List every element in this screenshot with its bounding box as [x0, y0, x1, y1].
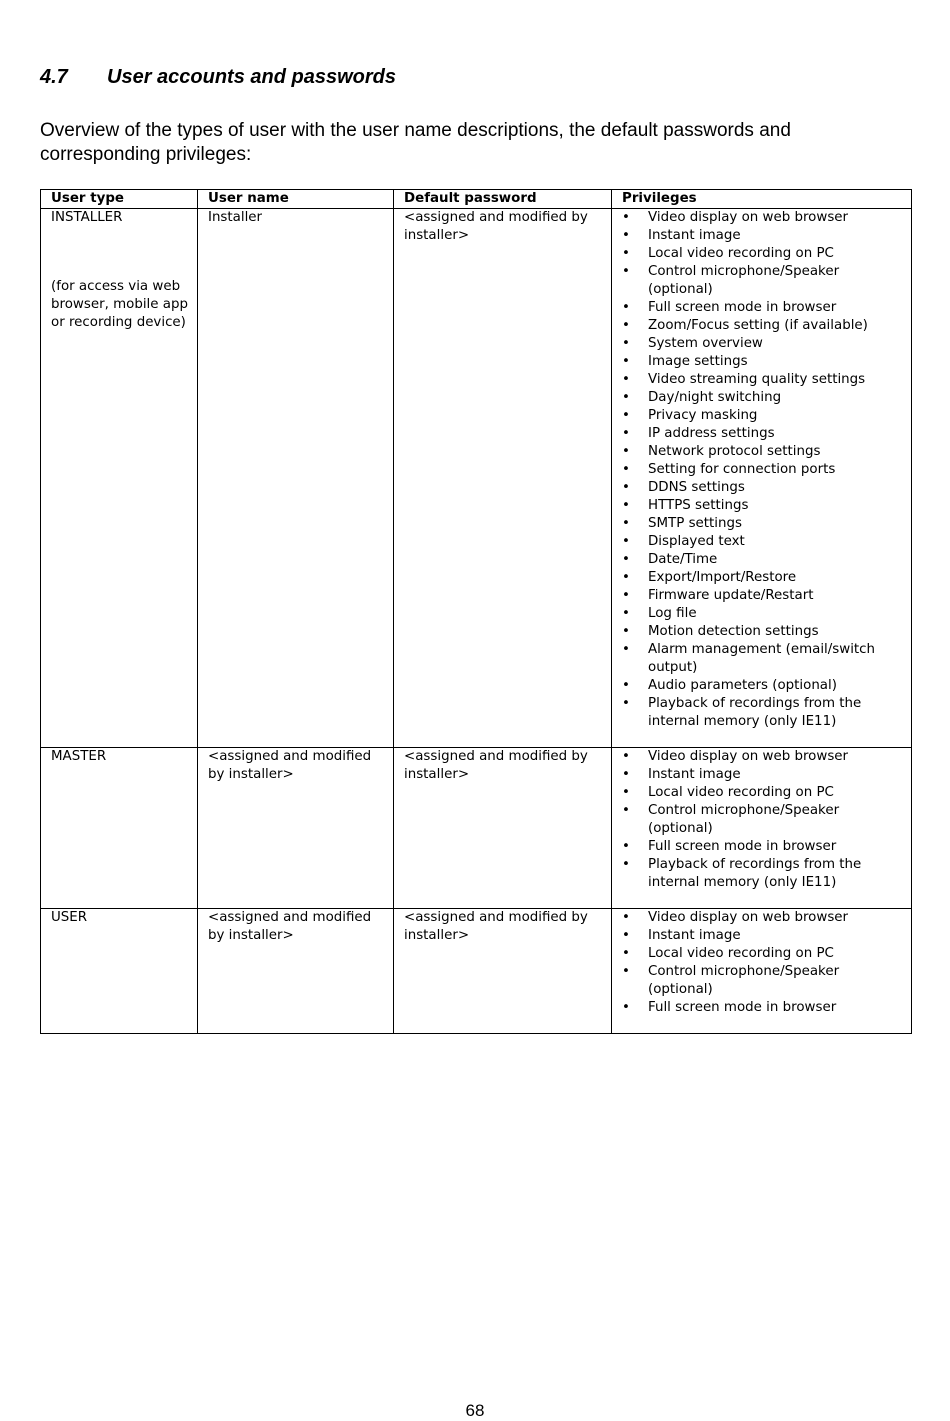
privilege-item [622, 838, 907, 856]
bullet-icon: • [622, 264, 630, 279]
user-accounts-table [40, 189, 912, 1034]
bullet-icon: • [622, 785, 630, 800]
privilege-text: Network protocol settings [648, 444, 821, 459]
privilege-item [622, 317, 907, 335]
table-header-row [41, 190, 912, 209]
privilege-item [622, 299, 907, 317]
privilege-item [622, 766, 907, 784]
privilege-item [622, 443, 907, 461]
bullet-icon: • [622, 534, 630, 549]
bullet-icon: • [622, 749, 630, 764]
privilege-text: Video streaming quality settings [648, 372, 866, 387]
bullet-icon: • [622, 228, 630, 243]
user-type: USER [51, 910, 88, 925]
privilege-text: Local video recording on PC [648, 946, 834, 961]
privilege-text: IP address settings [648, 426, 775, 441]
privilege-item [622, 227, 907, 245]
bullet-icon: • [622, 803, 630, 818]
privilege-text: Zoom/Focus setting (if available) [648, 318, 868, 333]
privilege-text: Local video recording on PC [648, 246, 834, 261]
user-type-cell [41, 748, 198, 909]
privilege-text: Playback of recordings from the internal memory (only IE11) [648, 696, 862, 729]
privilege-text: Date/Time [648, 552, 718, 567]
privilege-text: Instant image [648, 928, 741, 943]
privilege-text: Day/night switching [648, 390, 782, 405]
privilege-text: Playback of recordings from the internal memory (only IE11) [648, 857, 862, 890]
bullet-icon: • [622, 946, 630, 961]
privilege-item [622, 407, 907, 425]
bullet-icon: • [622, 390, 630, 405]
user-name-cell: <assigned and modified by installer> [198, 909, 394, 1034]
header-user-name: User name [198, 190, 394, 209]
bullet-icon: • [622, 210, 630, 225]
header-privileges: Privileges [612, 190, 912, 209]
bullet-icon: • [622, 928, 630, 943]
privilege-item [622, 909, 907, 927]
bullet-icon: • [622, 964, 630, 979]
privilege-text: Full screen mode in browser [648, 1000, 837, 1015]
bullet-icon: • [622, 570, 630, 585]
bullet-icon: • [622, 696, 630, 711]
privilege-text: Control microphone/Speaker (optional) [648, 964, 840, 997]
privilege-item [622, 209, 907, 227]
privilege-item [622, 999, 907, 1017]
privilege-text: Instant image [648, 767, 741, 782]
bullet-icon: • [622, 372, 630, 387]
privilege-item [622, 371, 907, 389]
privilege-item [622, 497, 907, 515]
privilege-text: Full screen mode in browser [648, 300, 837, 315]
page-number: 68 [465, 1401, 485, 1420]
table-row [41, 209, 912, 748]
header-user-type: User type [41, 190, 198, 209]
bullet-icon: • [622, 498, 630, 513]
bullet-icon: • [622, 1000, 630, 1015]
privilege-item [622, 641, 907, 677]
privilege-text: Video display on web browser [648, 910, 849, 925]
default-password-cell: <assigned and modified by installer> [394, 748, 612, 909]
privilege-item [622, 963, 907, 999]
table-row [41, 748, 912, 909]
privilege-item [622, 515, 907, 533]
privilege-text: Instant image [648, 228, 741, 243]
bullet-icon: • [622, 767, 630, 782]
user-type-cell [41, 909, 198, 1034]
privilege-item [622, 353, 907, 371]
privilege-text: Alarm management (email/switch output) [648, 642, 876, 675]
privilege-text: Full screen mode in browser [648, 839, 837, 854]
privilege-item [622, 569, 907, 587]
privilege-item [622, 605, 907, 623]
privilege-text: Motion detection settings [648, 624, 819, 639]
privilege-text: Setting for connection ports [648, 462, 836, 477]
privilege-item [622, 425, 907, 443]
bullet-icon: • [622, 516, 630, 531]
privileges-cell [612, 909, 912, 1034]
privilege-item [622, 245, 907, 263]
privilege-item [622, 587, 907, 605]
privilege-item [622, 856, 907, 892]
section-number: 4.7 [40, 66, 68, 88]
privilege-text: Firmware update/Restart [648, 588, 814, 603]
bullet-icon: • [622, 678, 630, 693]
default-password-cell: <assigned and modified by installer> [394, 909, 612, 1034]
privilege-item [622, 945, 907, 963]
bullet-icon: • [622, 318, 630, 333]
privileges-cell [612, 209, 912, 748]
user-type-note: (for access via web browser, mobile app or recording device) [51, 279, 188, 330]
privilege-item [622, 533, 907, 551]
user-type: MASTER [51, 749, 107, 764]
privilege-text: System overview [648, 336, 763, 351]
privilege-text: Image settings [648, 354, 748, 369]
privilege-text: Video display on web browser [648, 210, 849, 225]
bullet-icon: • [622, 444, 630, 459]
privilege-text: Control microphone/Speaker (optional) [648, 803, 840, 836]
bullet-icon: • [622, 480, 630, 495]
privilege-text: DDNS settings [648, 480, 745, 495]
privilege-item [622, 263, 907, 299]
privileges-list [622, 748, 907, 892]
section-heading [40, 66, 396, 89]
privilege-item [622, 677, 907, 695]
user-name-cell: <assigned and modified by installer> [198, 748, 394, 909]
privilege-text: Privacy masking [648, 408, 758, 423]
privilege-text: Control microphone/Speaker (optional) [648, 264, 840, 297]
header-default-password: Default password [394, 190, 612, 209]
bullet-icon: • [622, 910, 630, 925]
privilege-item [622, 551, 907, 569]
privilege-item [622, 784, 907, 802]
intro-paragraph: Overview of the types of user with the user name descriptions, the default passwords and corresponding privileges: [40, 120, 791, 165]
bullet-icon: • [622, 588, 630, 603]
bullet-icon: • [622, 839, 630, 854]
privilege-text: Displayed text [648, 534, 745, 549]
bullet-icon: • [622, 857, 630, 872]
bullet-icon: • [622, 246, 630, 261]
privilege-text: Local video recording on PC [648, 785, 834, 800]
privilege-item [622, 802, 907, 838]
privilege-item [622, 748, 907, 766]
privilege-item [622, 695, 907, 731]
privilege-item [622, 479, 907, 497]
default-password-cell: <assigned and modified by installer> [394, 209, 612, 748]
bullet-icon: • [622, 300, 630, 315]
privilege-text: Log file [648, 606, 697, 621]
privilege-item [622, 927, 907, 945]
user-type: INSTALLER [51, 210, 123, 225]
bullet-icon: • [622, 336, 630, 351]
user-name-cell: Installer [198, 209, 394, 748]
privilege-item [622, 389, 907, 407]
privilege-text: Audio parameters (optional) [648, 678, 837, 693]
privilege-item [622, 335, 907, 353]
user-type-cell [41, 209, 198, 748]
bullet-icon: • [622, 408, 630, 423]
bullet-icon: • [622, 426, 630, 441]
bullet-icon: • [622, 354, 630, 369]
bullet-icon: • [622, 642, 630, 657]
privilege-text: Export/Import/Restore [648, 570, 797, 585]
privilege-item [622, 461, 907, 479]
bullet-icon: • [622, 624, 630, 639]
table-row [41, 909, 912, 1034]
bullet-icon: • [622, 606, 630, 621]
privilege-text: SMTP settings [648, 516, 742, 531]
privilege-text: Video display on web browser [648, 749, 849, 764]
bullet-icon: • [622, 462, 630, 477]
privileges-list [622, 909, 907, 1017]
privilege-item [622, 623, 907, 641]
privileges-cell [612, 748, 912, 909]
section-title: User accounts and passwords [107, 66, 396, 88]
privilege-text: HTTPS settings [648, 498, 749, 513]
privileges-list [622, 209, 907, 731]
bullet-icon: • [622, 552, 630, 567]
